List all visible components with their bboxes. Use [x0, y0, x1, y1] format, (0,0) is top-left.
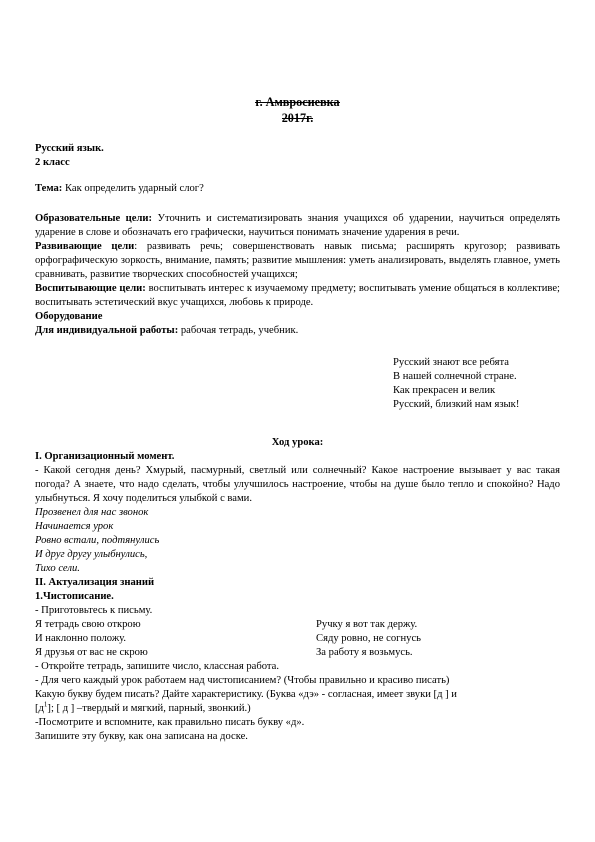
epigraph-poem [393, 356, 560, 412]
greeting-poem-line: Тихо сели. [35, 563, 80, 574]
rhyme-right: Ручку я вот так держу. [316, 619, 418, 630]
soft-mark: 1 [43, 700, 48, 709]
rhyme-right: За работу я возьмусь. [316, 647, 413, 658]
individual-work-line [35, 324, 560, 338]
greeting-poem-line: Прозвенел для нас звонок [35, 507, 149, 518]
instruction-line: - Откройте тетрадь, запишите число, классная работа. [35, 661, 280, 672]
rhyme-right: Сяду ровно, не согнусь [316, 633, 421, 644]
section-2-title: II. Актуализация знаний [35, 577, 155, 588]
topic-line [35, 182, 560, 196]
upbringing-goals-label: Воспитывающие цели: [35, 283, 146, 294]
developing-goals [35, 240, 560, 282]
rhyme-left: И наклонно положу. [35, 633, 127, 644]
sounds-pre: [д [35, 703, 44, 714]
section-1-text: - Какой сегодня день? Хмурый, пасмурный, светлый или солнечный? Какое настроение вызывает у вас такая погода? А знаете, что надо сделать, чтобы улучшилось настроение, чтобы на душе было тепло и спокойно? Надо улыбнуться. Я хочу поделиться улыбкой с вами. [35, 465, 560, 504]
rhyme-left: Я тетрадь свою открою [35, 619, 141, 630]
rhyme-row [35, 618, 560, 632]
section-2-subtitle: 1.Чистописание. [35, 591, 114, 602]
rhyme-row [35, 632, 560, 646]
upbringing-goals-text: воспитывать интерес к изучаемому предмету; воспитывать умение общаться в коллективе; воспитывать эстетический вкус учащихся, любовь к природе. [35, 283, 561, 308]
instruction-line: -Посмотрите и вспомните, как правильно писать букву «д». [35, 717, 305, 728]
educational-goals-label: Образовательные цели: [35, 213, 153, 224]
topic-label: Тема: [35, 183, 63, 194]
greeting-poem-line: Ровно встали, подтянулись [35, 535, 160, 546]
poem-line: Русский, близкий нам язык! [393, 399, 520, 410]
city-title: г. Амвросиевка [255, 95, 340, 109]
developing-goals-text: : развивать речь; совершенствовать навык письма; расширять кругозор; развивать орфографическую зоркость, внимание, память; развитие мышления: уметь анализировать, выделять главное, уметь сравнивать, развитие творческих способностей учащихся; [35, 241, 560, 280]
subject-line: Русский язык. [35, 143, 104, 154]
poem-line: В нашей солнечной стране. [393, 371, 517, 382]
upbringing-goals [35, 282, 560, 310]
individual-work-label: Для индивидуальной работы: [35, 325, 179, 336]
poem-line: Как прекрасен и велик [393, 385, 496, 396]
educational-goals [35, 212, 560, 240]
poem-line: Русский знают все ребята [393, 357, 509, 368]
topic-text: Как определить ударный слог? [62, 183, 204, 194]
prepare-line: - Приготовьтесь к письму. [35, 605, 153, 616]
rhyme-left: Я друзья от вас не скрою [35, 647, 148, 658]
instruction-line: Какую букву будем писать? Дайте характеристику. (Буква «дэ» - согласная, имеет звуки [д ] и [35, 689, 457, 700]
section-1-title: I. Организационный момент. [35, 451, 175, 462]
equipment-title: Оборудование [35, 311, 103, 322]
developing-goals-label: Развивающие цели [35, 241, 135, 252]
instruction-line: Запишите эту букву, как она записана на доске. [35, 731, 248, 742]
document-body [35, 142, 560, 744]
document-header [0, 94, 595, 126]
rhyme-row [35, 646, 560, 660]
grade-line: 2 класс [35, 157, 70, 168]
sounds-post: ]; [ д ] –твердый и мягкий, парный, звонкий.) [47, 703, 251, 714]
greeting-poem-line: Начинается урок [35, 521, 114, 532]
lesson-title: Ход урока: [271, 437, 324, 448]
educational-goals-text: Уточнить и систематизировать знания учащихся об ударении, научиться определять ударение в слове и обозначать его графически, научиться понимать значение ударения в речи. [35, 213, 560, 238]
greeting-poem-line: И друг другу улыбнулись, [35, 549, 148, 560]
instruction-line: - Для чего каждый урок работаем над чистописанием? (Чтобы правильно и красиво писать) [35, 675, 450, 686]
sounds-line [35, 702, 560, 716]
year-title: 2017г. [281, 111, 314, 125]
individual-work-text: рабочая тетрадь, учебник. [178, 325, 299, 336]
